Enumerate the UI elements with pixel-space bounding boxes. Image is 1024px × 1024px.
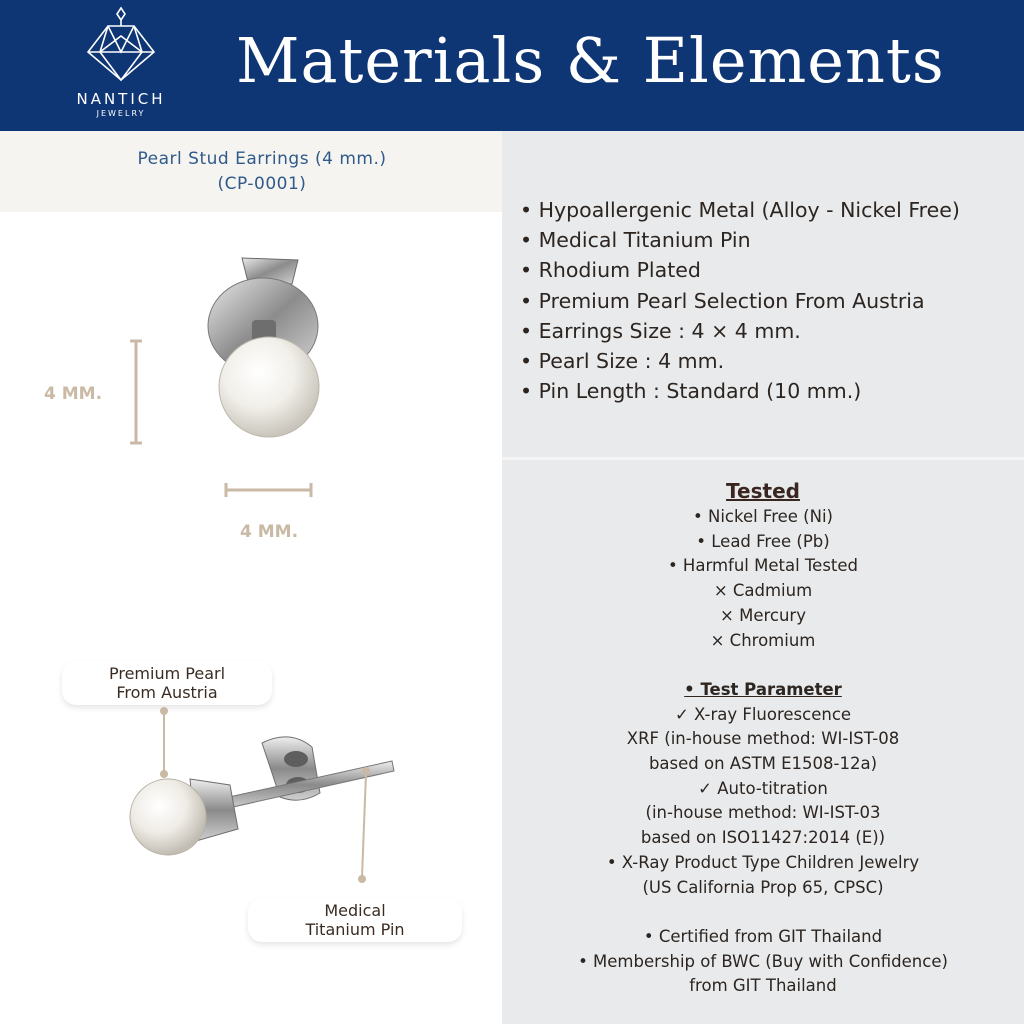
product-name-band	[0, 131, 502, 212]
feature-item: • Rhodium Plated	[520, 258, 701, 283]
spacer	[502, 653, 1024, 678]
tested-line: • Harmful Metal Tested	[667, 556, 859, 576]
tested-heading: Tested	[726, 479, 800, 503]
pearl-callout-line2: From Austria	[116, 683, 218, 702]
header-banner	[0, 0, 1024, 131]
certification-line: • Membership of BWC (Buy with Confidence)	[578, 951, 948, 971]
earring-front-image	[190, 246, 340, 456]
test-parameter-line: based on ASTM E1508-12a)	[648, 754, 878, 774]
tested-line: • Lead Free (Pb)	[696, 531, 830, 551]
test-parameter-line: • X-Ray Product Type Children Jewelry	[606, 852, 920, 872]
spacer	[502, 900, 1024, 925]
test-parameter-line: (in-house method: WI-IST-03	[645, 803, 881, 823]
feature-item: • Earrings Size : 4 × 4 mm.	[520, 318, 801, 343]
brand-logo	[60, 6, 182, 124]
tested-section	[502, 477, 1024, 999]
product-image-panel	[0, 131, 502, 1024]
test-parameter-heading: • Test Parameter	[684, 679, 842, 699]
page-title: Materials & Elements	[236, 24, 945, 97]
feature-item: • Premium Pearl Selection From Austria	[520, 288, 925, 313]
test-parameter-line: based on ISO11427:2014 (E))	[640, 828, 886, 848]
product-name: Pearl Stud Earrings (4 mm.)	[137, 149, 387, 169]
tested-line: • Nickel Free (Ni)	[693, 507, 833, 526]
test-parameter-line: ✓ X-ray Fluorescence	[674, 704, 852, 724]
test-parameter-line: XRF (in-house method: WI-IST-08	[626, 729, 900, 749]
test-parameter-line: ✓ Auto-titration	[698, 778, 828, 798]
tested-line: × Mercury	[720, 605, 806, 625]
pin-callout	[248, 898, 462, 942]
pin-callout-line2: Titanium Pin	[305, 920, 405, 939]
certification-line: from GIT Thailand	[689, 976, 837, 996]
brand-subtitle: JEWELRY	[96, 109, 146, 118]
tested-line: × Cadmium	[713, 581, 813, 601]
tested-line: × Chromium	[710, 630, 816, 650]
feature-list	[520, 195, 960, 406]
product-code: (CP-0001)	[217, 174, 307, 194]
feature-item: • Pearl Size : 4 mm.	[520, 349, 725, 374]
brand-name: NANTICH	[76, 90, 166, 108]
vertical-dimension-label: 4 MM.	[44, 384, 103, 404]
pearl-callout-line1: Premium Pearl	[108, 664, 226, 683]
feature-item: • Hypoallergenic Metal (Alloy - Nickel Free)	[520, 198, 960, 222]
pearl-callout	[62, 661, 272, 705]
diamond-icon	[78, 6, 164, 86]
certification-line: • Certified from GIT Thailand	[643, 926, 883, 946]
pin-callout-line1: Medical	[324, 901, 386, 920]
feature-item: • Medical Titanium Pin	[520, 228, 751, 253]
horizontal-dimension-marker	[224, 481, 314, 499]
feature-item: • Pin Length : Standard (10 mm.)	[520, 379, 862, 404]
vertical-dimension-marker	[127, 339, 145, 445]
earring-side-image	[120, 701, 410, 891]
test-parameter-line: (US California Prop 65, CPSC)	[642, 877, 884, 897]
horizontal-dimension-label: 4 MM.	[240, 522, 299, 542]
